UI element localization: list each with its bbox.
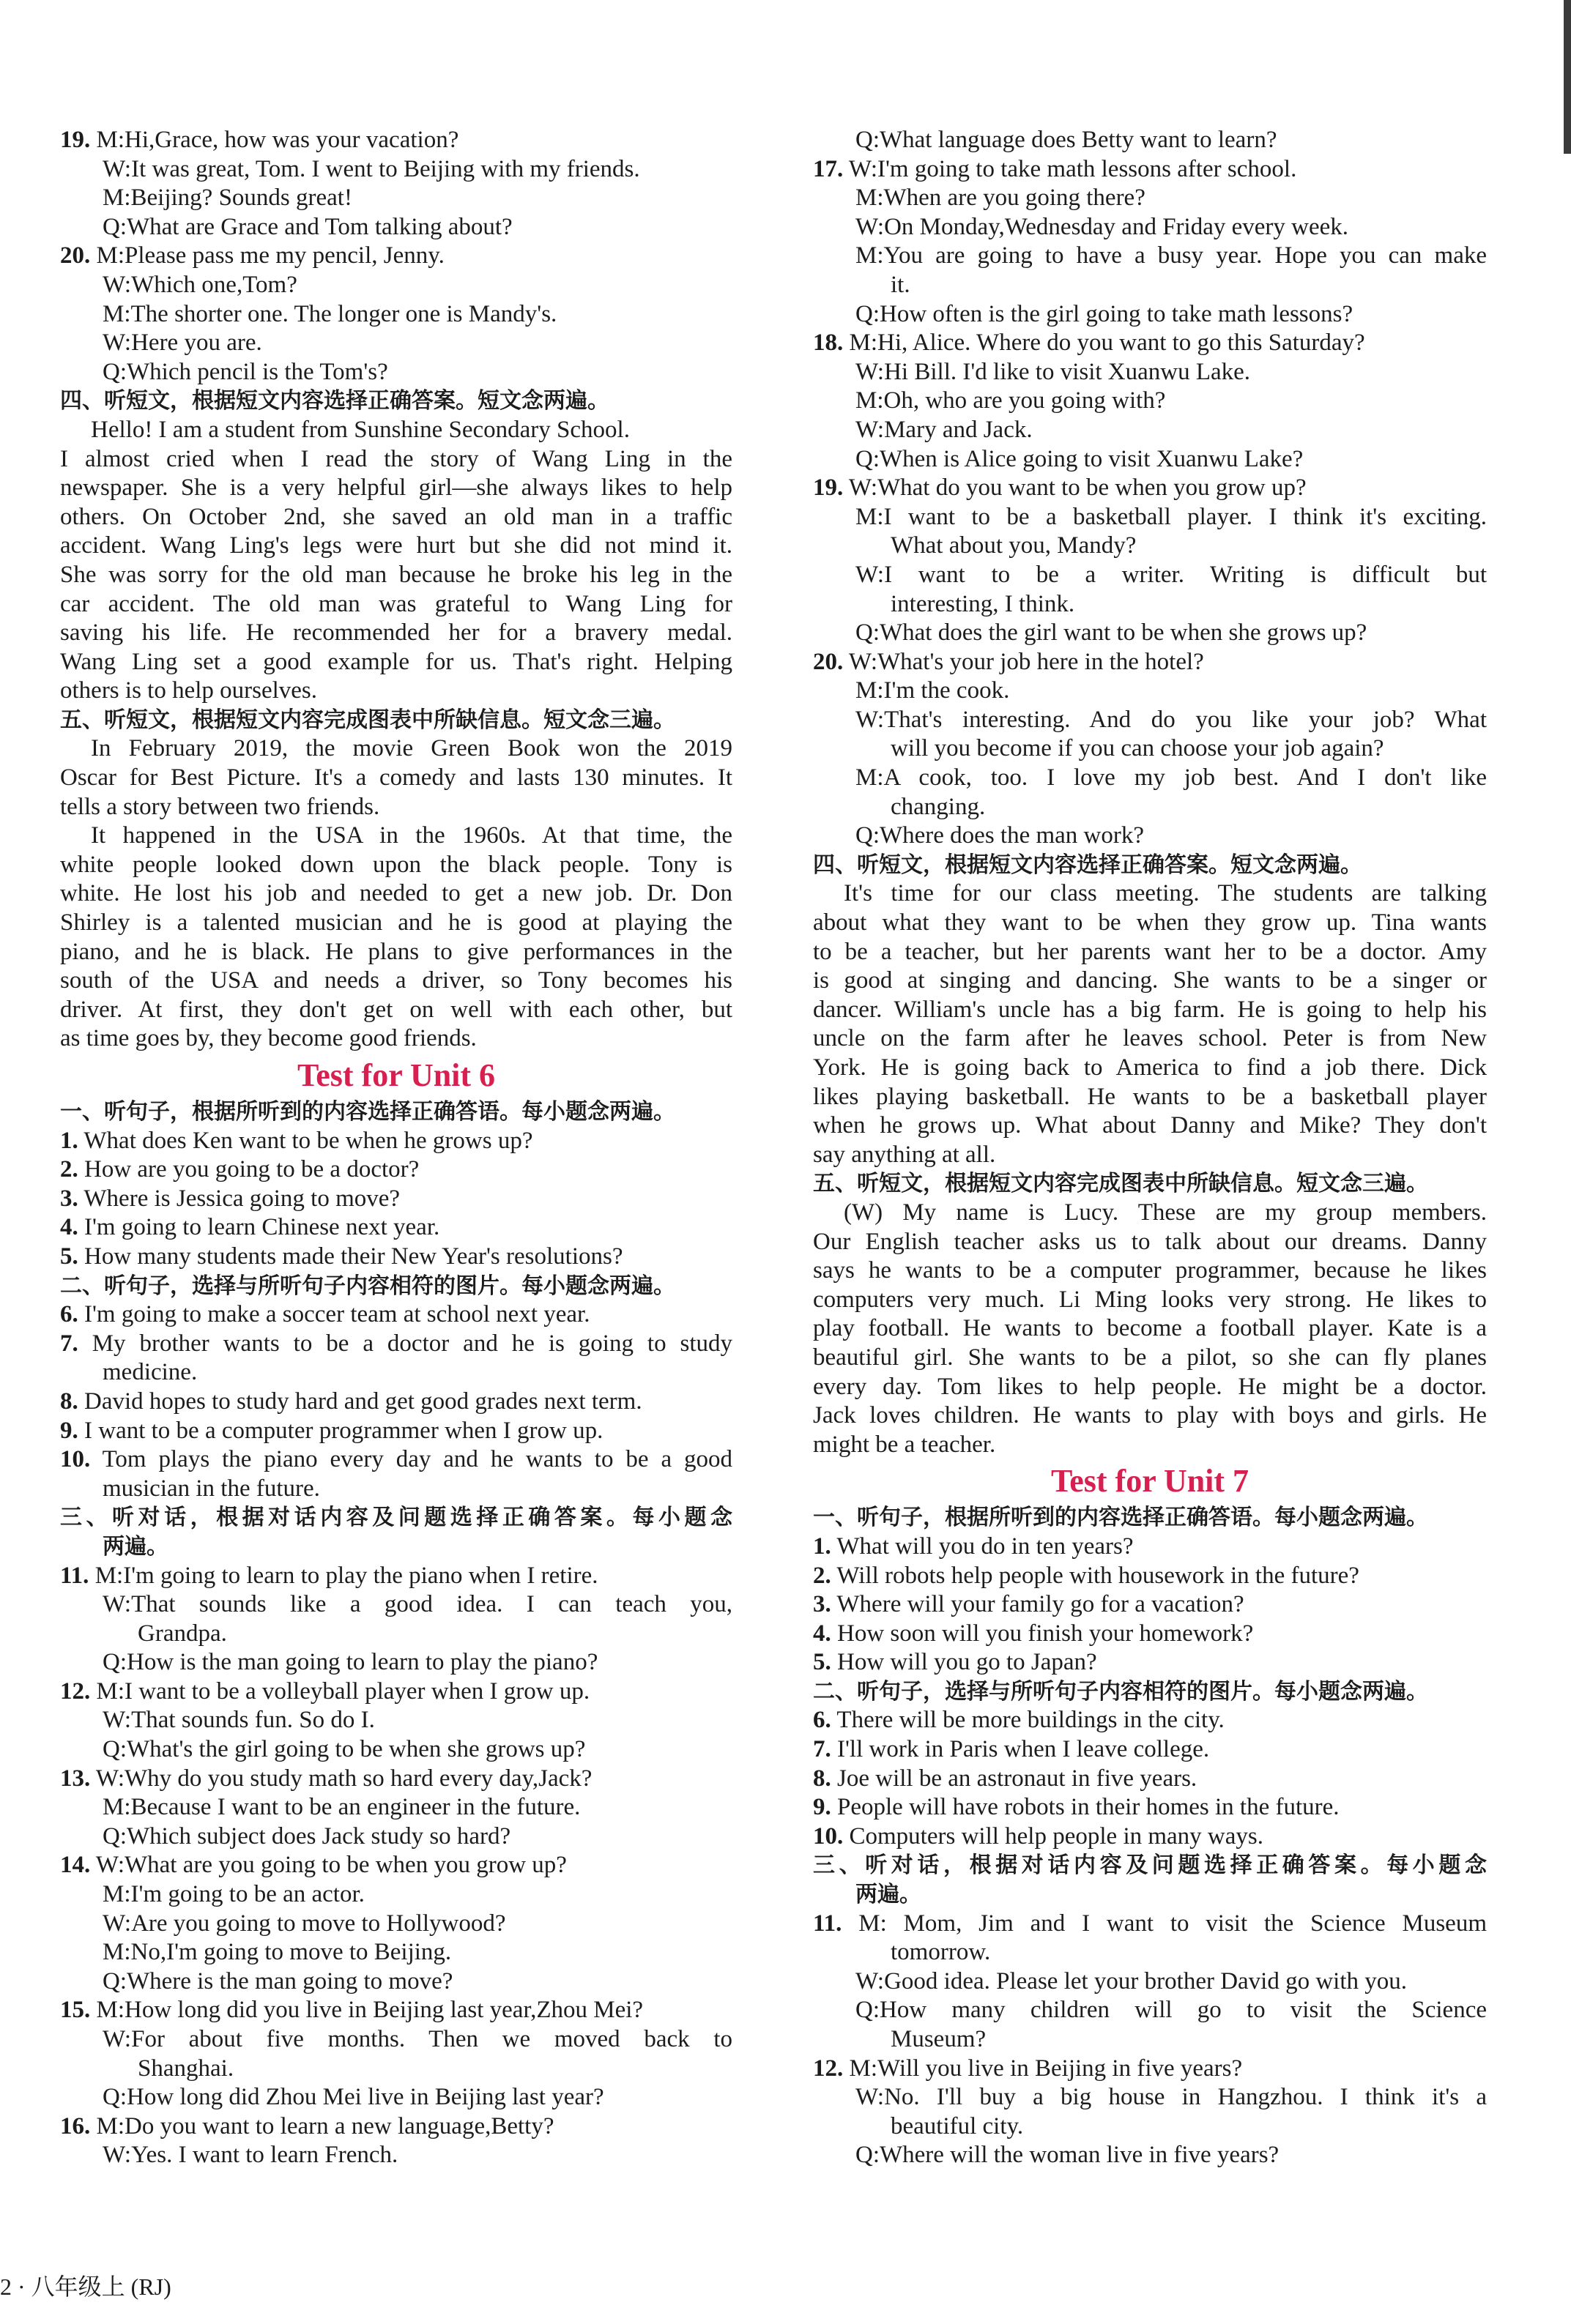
unit-title: Test for Unit 7 [1050,1463,1249,1500]
question-text: M: Mom, Jim and I want to visit the Science Museum [858,1910,1487,1937]
question-item [60,1765,732,1794]
section-heading: 五、听短文，根据短文内容完成图表中所缺信息。短文念三遍。 [813,1171,1428,1197]
dialogue-line: Q:Which pencil is the Tom's? [103,358,388,385]
passage-line: to be a teacher, but her parents want her to be a doctor. Amy [813,938,1487,965]
section-heading: 一、听句子，根据所听到的内容选择正确答语。每小题念两遍。 [813,1505,1428,1531]
question-item [60,242,732,271]
question-number: 17. [813,155,844,182]
question-text: W:I'm going to take math lessons after school. [848,155,1297,182]
dialogue-line: M:I want to be a basketball player. I think it's exciting. [855,503,1487,530]
question-text: There will be more buildings in the city. [836,1707,1225,1734]
question-item [60,1127,732,1156]
question-item [60,1851,732,1880]
question-text: I'm going to make a soccer team at school next year. [84,1301,590,1328]
dialogue-line: Q:How many children will go to visit the Science [855,1997,1487,2024]
question-number: 15. [60,1997,91,2024]
question-text: M:Will you live in Beijing in five years? [849,2055,1243,2082]
dialogue-line: Q:What language does Betty want to learn? [855,127,1277,153]
dialogue-line: W:For about five months. Then we moved back to [103,2026,732,2052]
passage-line: car accident. The old man was grateful to Wang Ling for [60,590,732,617]
continuation-line: medicine. [103,1359,198,1386]
question-text: Will robots help people with housework in the future? [836,1562,1359,1589]
dialogue-line: M:The shorter one. The longer one is Mandy's. [103,300,557,327]
question-number: 12. [60,1677,91,1705]
question-text: W:What's your job here in the hotel? [848,648,1204,675]
question-item [813,1590,1487,1620]
passage-line: Oscar for Best Picture. It's a comedy and lasts 130 minutes. It [60,764,732,792]
passage-line: might be a teacher. [813,1431,996,1458]
question-text: Computers will help people in many ways. [849,1822,1263,1850]
passage-line: (W) My name is Lucy. These are my group members. [844,1199,1487,1226]
passage-line: accident. Wang Ling's legs were hurt but she did not mind it. [60,532,732,559]
question-text: How many students made their New Year's resolutions? [84,1243,623,1270]
section-heading: 二、听句子，选择与所听句子内容相符的图片。每小题念两遍。 [60,1273,675,1299]
question-text: M:Hi,Grace, how was your vacation? [96,127,459,153]
question-item [60,1445,732,1475]
question-number: 5. [813,1649,831,1676]
passage-line: dancer. William's uncle has a big farm. He is going to help his [813,996,1487,1023]
question-number: 2. [60,1156,78,1183]
question-number: 5. [60,1243,78,1270]
question-item [60,1300,732,1330]
question-text: Where will your family go for a vacation? [836,1591,1244,1618]
passage-line: as time goes by, they become good friends. [60,1025,477,1052]
question-item [60,1996,732,2025]
page-footer: 2 · 八年级上 (RJ) [0,2273,171,2300]
passage-line: when he grows up. What about Danny and Mike? They don't [813,1112,1487,1139]
section-heading: 两遍。 [855,1882,921,1908]
question-number: 3. [60,1185,78,1212]
question-item [813,2055,1487,2084]
dialogue-line: Q:What's the girl going to be when she grows up? [103,1736,586,1763]
passage-line: white people looked down upon the black people. Tony is [60,851,732,878]
question-number: 11. [60,1562,89,1589]
passage-line: It's time for our class meeting. The students are talking [844,880,1487,907]
dialogue-line: M:I'm going to be an actor. [103,1881,365,1908]
question-number: 7. [813,1736,831,1763]
question-item [813,1735,1487,1765]
question-item [813,1765,1487,1794]
question-number: 8. [813,1765,831,1792]
question-number: 6. [813,1707,831,1734]
dialogue-line: W:No. I'll buy a big house in Hangzhou. I think it's a [855,2084,1487,2111]
question-item [60,1185,732,1214]
passage-line: others is to help ourselves. [60,677,318,704]
dialogue-line: W:I want to be a writer. Writing is difficult but [855,561,1487,588]
question-item [813,1910,1487,1939]
question-number: 19. [813,474,844,502]
question-text: I want to be a computer programmer when I grow up. [84,1417,603,1444]
question-item [813,155,1487,185]
passage-line: Hello! I am a student from Sunshine Secondary School. [91,416,630,443]
dialogue-line: W:Yes. I want to learn French. [103,2142,398,2169]
question-item [813,1822,1487,1852]
dialogue-line: M:Oh, who are you going with? [855,387,1166,414]
dialogue-line: W:Are you going to move to Hollywood? [103,1910,506,1937]
question-text: M:Please pass me my pencil, Jenny. [96,242,445,269]
question-item [60,1388,732,1417]
dialogue-line: Q:Where is the man going to move? [103,1967,453,1995]
passage-line: Jack loves children. He wants to play with boys and girls. He [813,1402,1487,1429]
passage-line: tells a story between two friends. [60,793,380,820]
question-item [60,1213,732,1243]
question-text: What does Ken want to be when he grows up? [83,1127,533,1154]
continuation-line: tomorrow. [891,1939,991,1966]
question-item [813,1620,1487,1649]
question-item [60,1243,732,1272]
question-text: People will have robots in their homes in the future. [837,1794,1340,1821]
question-text: M:I want to be a volleyball player when I grow up. [96,1677,590,1705]
passage-line: likes playing basketball. He wants to be a basketball player [813,1083,1487,1110]
dialogue-line: Q:How long did Zhou Mei live in Beijing last year? [103,2084,604,2111]
passage-line: say anything at all. [813,1141,996,1168]
question-item [813,648,1487,677]
dialogue-line: Q:How is the man going to learn to play the piano? [103,1649,598,1676]
question-number: 18. [813,329,844,357]
dialogue-line: W:On Monday,Wednesday and Friday every week. [855,213,1349,240]
dialogue-line: Q:How often is the girl going to take math lessons? [855,300,1353,327]
question-number: 6. [60,1301,78,1328]
passage-line: York. He is going back to America to find a job there. Dick [813,1054,1487,1081]
passage-line: play football. He wants to become a football player. Kate is a [813,1315,1487,1342]
question-item [60,1417,732,1446]
question-text: How will you go to Japan? [837,1649,1097,1676]
question-text: M:I'm going to learn to play the piano when I retire. [94,1562,598,1589]
dialogue-line: M:A cook, too. I love my job best. And I don't like [855,764,1487,792]
dialogue-line: W:That sounds fun. So do I. [103,1707,375,1734]
question-item [60,1155,732,1185]
dialogue-line: Q:Which subject does Jack study so hard? [103,1822,511,1850]
question-number: 9. [60,1417,78,1444]
unit-title: Test for Unit 6 [297,1057,496,1093]
question-text: Tom plays the piano every day and he wants to be a good [102,1446,732,1473]
question-number: 20. [813,648,844,675]
question-number: 1. [813,1532,831,1560]
question-text: I'm going to learn Chinese next year. [84,1214,440,1241]
question-item [813,474,1487,503]
dialogue-line: Q:Where will the woman live in five years? [855,2142,1280,2169]
question-item [813,1648,1487,1677]
section-heading: 三、听对话，根据对话内容及问题选择正确答案。每小题念 [813,1852,1487,1879]
passage-line: computers very much. Li Ming looks very strong. He likes to [813,1286,1487,1313]
passage-line: every day. Tom likes to help people. He might be a doctor. [813,1373,1487,1400]
dialogue-line: M:When are you going there? [855,185,1145,212]
continuation-line: beautiful city. [891,2112,1024,2139]
question-item [813,329,1487,358]
continuation-line: will you become if you can choose your job again? [891,735,1384,762]
continuation-line: What about you, Mandy? [891,532,1137,559]
right-column [813,126,1487,2170]
question-text: What will you do in ten years? [836,1532,1134,1560]
dialogue-line: Q:What does the girl want to be when she grows up? [855,619,1367,647]
page-edge-mark [1564,0,1571,154]
question-text: W:What do you want to be when you grow up? [848,474,1307,502]
passage-line: It happened in the USA in the 1960s. At that time, the [91,822,732,849]
passage-line: about what they want to be when they grow up. Tina wants [813,909,1487,936]
dialogue-line: W:That's interesting. And do you like your job? What [855,706,1487,733]
section-heading: 一、听句子，根据所听到的内容选择正确答语。每小题念两遍。 [60,1099,675,1125]
question-text: M:Hi, Alice. Where do you want to go this Saturday? [849,329,1365,357]
dialogue-line: W:Mary and Jack. [855,416,1033,443]
question-text: M:How long did you live in Beijing last year,Zhou Mei? [96,1997,644,2024]
question-text: I'll work in Paris when I leave college. [837,1736,1210,1763]
question-number: 14. [60,1852,91,1879]
question-number: 1. [60,1127,78,1154]
section-heading: 五、听短文，根据短文内容完成图表中所缺信息。短文念三遍。 [60,707,675,733]
dialogue-line: W:It was great, Tom. I went to Beijing with my friends. [103,155,640,182]
question-text: David hopes to study hard and get good grades next term. [84,1388,642,1415]
question-number: 3. [813,1591,831,1618]
question-item [813,1706,1487,1735]
passage-line: In February 2019, the movie Green Book won the 2019 [91,735,732,762]
passage-line: I almost cried when I read the story of Wang Ling in the [60,445,732,472]
question-item [813,1532,1487,1562]
continuation-line: it. [891,271,910,298]
question-number: 7. [60,1330,78,1357]
question-number: 10. [813,1822,844,1850]
continuation-line: Museum? [891,2026,987,2052]
question-number: 20. [60,242,91,269]
continuation-line: interesting, I think. [891,590,1075,617]
question-number: 9. [813,1794,831,1821]
passage-line: saving his life. He recommended her for a bravery medal. [60,619,732,647]
passage-line: She was sorry for the old man because he broke his leg in the [60,561,732,588]
passage-line: Our English teacher asks us to talk about our dreams. Danny [813,1228,1487,1255]
question-item [60,1330,732,1359]
passage-line: newspaper. She is a very helpful girl—she always likes to help [60,474,732,502]
dialogue-line: W:Which one,Tom? [103,271,297,298]
continuation-line: Grandpa. [138,1620,227,1647]
dialogue-line: W:Good idea. Please let your brother David go with you. [855,1967,1408,1995]
passage-line: says he wants to be a computer programmer, because he likes [813,1257,1487,1284]
passage-line: south of the USA and needs a driver, so Tony becomes his [60,967,732,994]
passage-line: beautiful girl. She wants to be a pilot, so she can fly planes [813,1344,1487,1371]
passage-line: uncle on the farm after he leaves school. Peter is from New [813,1025,1487,1052]
question-number: 8. [60,1388,78,1415]
question-text: How soon will you finish your homework? [837,1620,1254,1647]
passage-line: white. He lost his job and needed to get a new job. Dr. Don [60,880,732,907]
question-number: 4. [813,1620,831,1647]
question-item [813,1562,1487,1591]
question-text: M:Do you want to learn a new language,Betty? [96,2112,554,2139]
question-number: 19. [60,127,91,153]
dialogue-line: W:Here you are. [103,329,262,357]
question-number: 12. [813,2055,844,2082]
dialogue-line: W:That sounds like a good idea. I can teach you, [103,1591,732,1618]
section-heading: 四、听短文，根据短文内容选择正确答案。短文念两遍。 [60,388,609,414]
passage-line: Wang Ling set a good example for us. That's right. Helping [60,648,732,675]
dialogue-line: M:I'm the cook. [855,677,1010,704]
dialogue-line: M:Beijing? Sounds great! [103,185,352,212]
question-item [60,126,732,155]
question-number: 2. [813,1562,831,1589]
question-text: W:Why do you study math so hard every day,Jack? [95,1765,593,1792]
dialogue-line: M:Because I want to be an engineer in the future. [103,1794,581,1821]
question-text: Joe will be an astronaut in five years. [837,1765,1197,1792]
question-item [813,1793,1487,1822]
continuation-line: Shanghai. [138,2055,234,2082]
passage-line: piano, and he is black. He plans to give performances in the [60,938,732,965]
section-heading: 三、听对话，根据对话内容及问题选择正确答案。每小题念 [60,1505,732,1531]
section-heading: 两遍。 [103,1533,168,1560]
dialogue-line: M:You are going to have a busy year. Hope you can make [855,242,1487,269]
section-heading: 四、听短文，根据短文内容选择正确答案。短文念两遍。 [813,852,1362,878]
question-item [60,1677,732,1707]
passage-line: others. On October 2nd, she saved an old man in a traffic [60,503,732,530]
question-text: W:What are you going to be when you grow up? [95,1852,567,1879]
dialogue-line: W:Hi Bill. I'd like to visit Xuanwu Lake. [855,358,1251,385]
question-text: Where is Jessica going to move? [83,1185,401,1212]
question-number: 13. [60,1765,91,1792]
passage-line: Shirley is a talented musician and he is good at playing the [60,909,732,936]
section-heading: 二、听句子，选择与所听句子内容相符的图片。每小题念两遍。 [813,1678,1428,1705]
continuation-line: changing. [891,793,986,820]
dialogue-line: Q:Where does the man work? [855,822,1145,849]
passage-line: driver. At first, they don't get on well with each other, but [60,996,732,1023]
question-item [60,1562,732,1591]
passage-line: is good at singing and dancing. She wants to be a singer or [813,967,1487,994]
question-number: 11. [813,1910,842,1937]
question-item [60,2112,732,2142]
question-number: 4. [60,1214,78,1241]
question-number: 16. [60,2112,91,2139]
question-text: My brother wants to be a doctor and he is going to study [92,1330,733,1357]
dialogue-line: Q:When is Alice going to visit Xuanwu Lake? [855,445,1304,472]
dialogue-line: M:No,I'm going to move to Beijing. [103,1939,452,1966]
question-text: How are you going to be a doctor? [84,1156,420,1183]
question-number: 10. [60,1446,91,1473]
left-column [60,126,732,2170]
dialogue-line: Q:What are Grace and Tom talking about? [103,213,513,240]
continuation-line: musician in the future. [103,1475,320,1502]
